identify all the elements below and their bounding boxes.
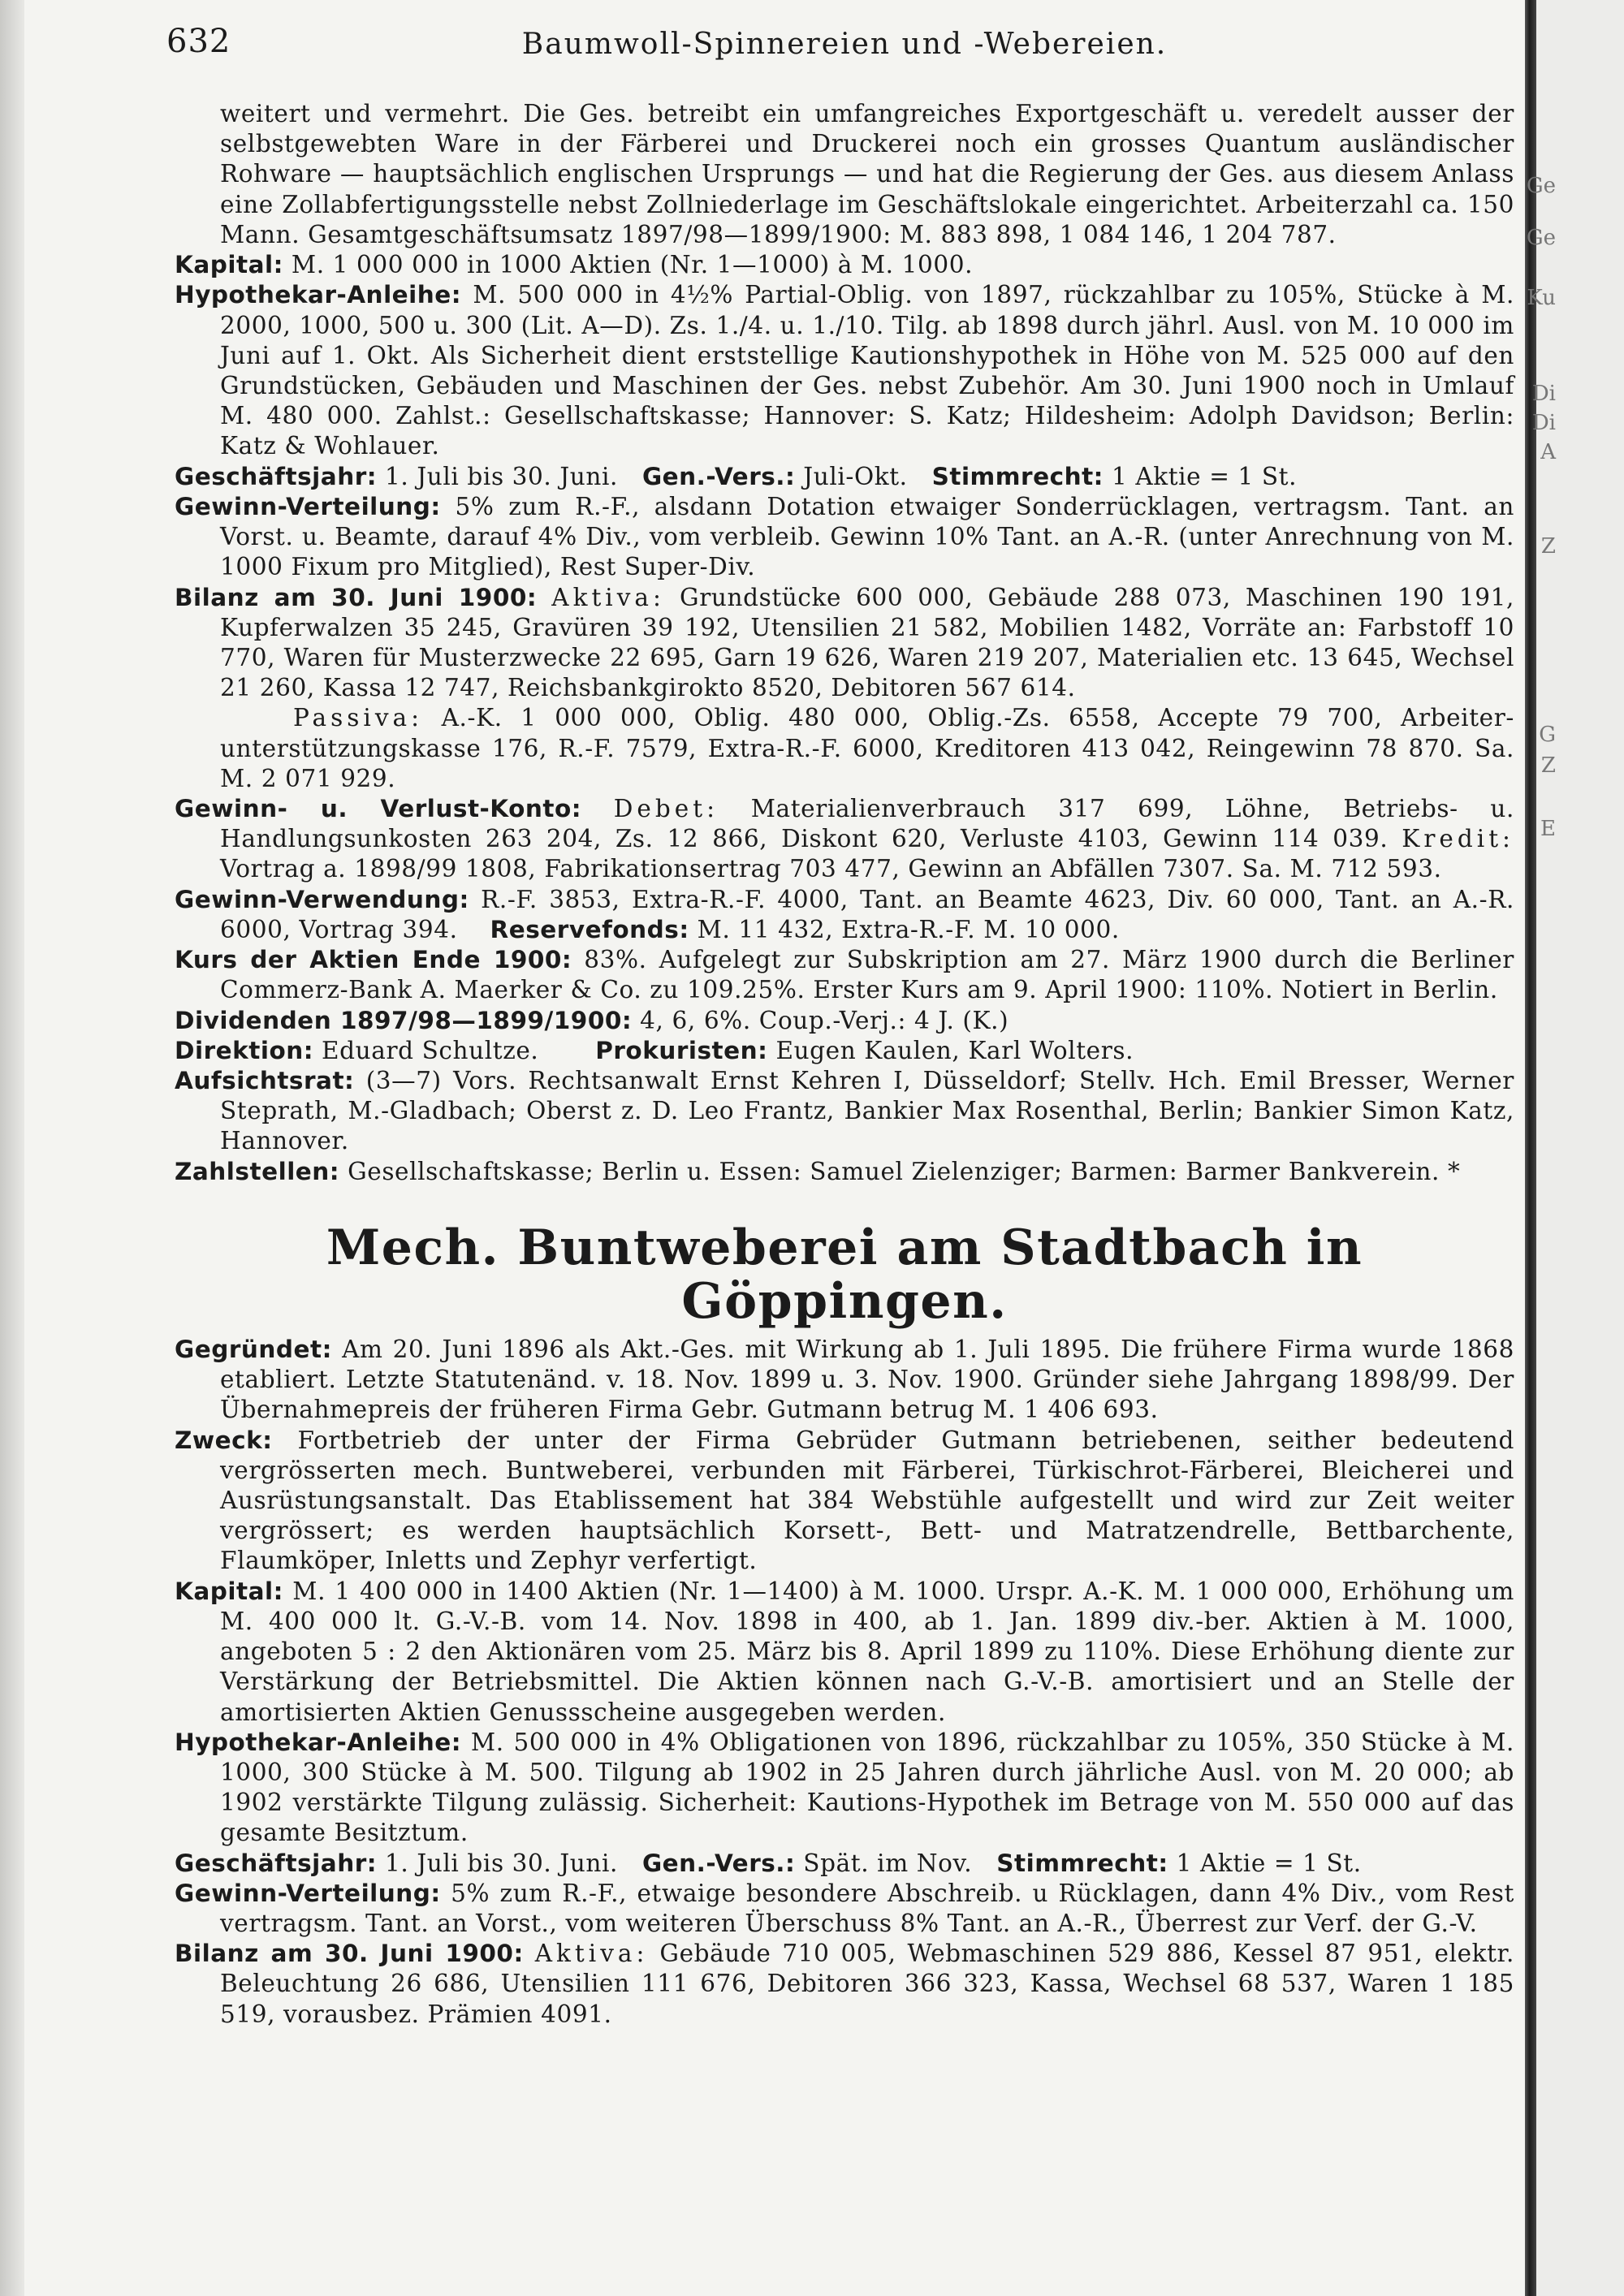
entry-label: Gewinn- u. Verlust-Konto: <box>175 795 582 823</box>
entry-bilanz <box>175 1939 1514 2030</box>
entry-text: Am 20. Juni 1896 als Akt.-Ges. mit Wirkung ab 1. Juli 1895. Die frühere Firma wurde 1868 etabliert. Letzte Statutenänd. v. 18. Nov. 1899 u. 3. Nov. 1900. Gründer siehe Jahrgang 1898/99. Der Übernahmepreis der früheren Firma Gebr. Gutmann betrug M. 1 406 693. <box>220 1335 1515 1424</box>
entry-label: Geschäftsjahr: <box>175 1849 378 1877</box>
entry-text: Gesellschaftskasse; Berlin u. Essen: Samuel Zielenziger; Barmen: Barmer Bankverein. * <box>348 1157 1461 1185</box>
aktiva-label: Aktiva: <box>534 1940 649 1968</box>
entry-label: Stimmrecht: <box>931 462 1104 490</box>
entry-geschaeftsjahr <box>175 1849 1514 1879</box>
entry-text: M. 1 000 000 in 1000 Aktien (Nr. 1—1000) à M. 1000. <box>291 251 974 279</box>
entry-gewinn-verlust-konto <box>175 794 1514 885</box>
entry-label: Reservefonds: <box>490 915 689 943</box>
right-page-margin <box>1536 0 1624 2296</box>
entry-text: A.-K. 1 000 000, Oblig. 480 000, Oblig.-Zs. 6558, Accepte 79 700, Arbeiter-unterstützungskasse 176, R.-F. 7579, Extra-R.-F. 6000, Kreditoren 413 042, Reingewinn 78 870. Sa. M. 2 071 929. <box>220 704 1515 792</box>
edge-fragment: Ge <box>1526 226 1556 250</box>
entry-geschaeftsjahr <box>175 462 1514 492</box>
entry-text: Gebäude 710 005, Webmaschinen 529 886, Kessel 87 951, elektr. Beleuchtung 26 686, Utensilien 111 676, Debitoren 366 323, Kassa, Wechsel 68 537, Waren 1 185 519, vorausbez. Prämien 4091. <box>220 1940 1514 2028</box>
edge-fragment: Di <box>1531 411 1556 435</box>
entry-label: Gewinn-Verteilung: <box>175 1879 441 1907</box>
company-description: weitert und vermehrt. Die Ges. betreibt ein umfangreiches Exportgeschäft u. veredelt ausser der selbstgewebten Ware in der Färberei und Druckerei noch ein grosses Quantum ausländischer Rohware — hauptsächlich englischen Ursprungs — und hat die Regierung der Ges. aus diesem Anlass eine Zollabfertigungsstelle nebst Zollniederlage im Geschäftslokale eingerichtet. Arbeiterzahl ca. 150 Mann. Gesamtgeschäftsumsatz 1897/98—1899/1900: M. 883 898, 1 084 146, 1 204 787. <box>220 100 1514 248</box>
entry-text: M. 11 432, Extra-R.-F. M. 10 000. <box>697 915 1120 943</box>
left-page-margin <box>0 0 24 2296</box>
edge-fragment: Z <box>1540 534 1556 559</box>
entry-label: Direktion: <box>175 1036 314 1064</box>
entry-label: Kurs der Aktien Ende 1900: <box>175 946 572 974</box>
entry-label: Hypothekar-Anleihe: <box>175 1728 462 1756</box>
running-head: Baumwoll-Spinnereien und -Webereien. <box>521 28 1168 61</box>
entry-zahlstellen <box>175 1157 1514 1187</box>
entry-label: Prokuristen: <box>595 1036 768 1064</box>
page-header <box>166 23 1514 63</box>
edge-fragment: Z <box>1540 753 1556 778</box>
entry-label: Gewinn-Verwendung: <box>175 885 469 913</box>
edge-fragment: Ge <box>1526 174 1556 198</box>
entry-kurs <box>175 945 1514 1005</box>
entry-label: Hypothekar-Anleihe: <box>175 281 462 309</box>
entry-label: Stimmrecht: <box>996 1849 1168 1877</box>
entry-hypothekar-anleihe <box>175 280 1514 461</box>
entry-text: 4, 6, 6%. Coup.-Verj.: 4 J. (K.) <box>640 1006 1009 1034</box>
entry-text: (3—7) Vors. Rechtsanwalt Ernst Kehren I, Düsseldorf; Stellv. Hch. Emil Bresser, Werner Steprath, M.-Gladbach; Oberst z. D. Leo Frantz, Bankier Max Rosenthal, Berlin; Bankier Simon Katz, Hannover. <box>220 1067 1514 1155</box>
entry-text: Juli-Okt. <box>803 462 908 490</box>
edge-fragment: A <box>1540 440 1556 464</box>
entry-passiva <box>175 703 1514 794</box>
entry-text: Materialienverbrauch 317 699, Löhne, Betriebs- u. Handlungsunkosten 263 204, Zs. 12 866, Diskont 620, Verluste 4103, Gewinn 114 039. <box>220 795 1514 853</box>
entry-aufsichtsrat <box>175 1066 1514 1157</box>
page-body <box>175 99 1514 2030</box>
entry-text: 1. Juli bis 30. Juni. <box>385 462 618 490</box>
entry-label: Geschäftsjahr: <box>175 462 378 490</box>
entry-label: Bilanz am 30. Juni 1900: <box>175 1940 524 1968</box>
entry-text: 1 Aktie = 1 St. <box>1176 1849 1362 1877</box>
entry-label: Gen.-Vers.: <box>641 462 796 490</box>
entry-kapital <box>175 250 1514 280</box>
entry-bilanz <box>175 583 1514 704</box>
entry-text: M. 500 000 in 4½% Partial-Oblig. von 1897, rückzahlbar zu 105%, Stücke à M. 2000, 1000, 500 u. 300 (Lit. A—D). Zs. 1./4. u. 1./10. Tilg. ab 1898 durch jährl. Ausl. von M. 10 000 im Juni auf 1. Okt. Als Sicherheit dient erststellige Kautionshypothek in Höhe von M. 525 000 auf den Grundstücken, Gebäuden und Maschinen der Ges. nebst Zubehör. Am 30. Juni 1900 noch in Umlauf M. 480 000. Zahlst.: Gesellschaftskasse; Hannover: S. Katz; Hildesheim: Adolph Davidson; Berlin: Katz & Wohlauer. <box>220 281 1514 460</box>
entry-text: Vortrag a. 1898/99 1808, Fabrikationsertrag 703 477, Gewinn an Abfällen 7307. Sa. M. 712 593. <box>220 855 1442 883</box>
entry-label: Gegründet: <box>175 1335 332 1363</box>
entry-text: Eduard Schultze. <box>322 1036 539 1064</box>
entry-gewinn-verwendung <box>175 885 1514 945</box>
entry-text: 83%. Aufgelegt zur Subskription am 27. März 1900 durch die Berliner Commerz-Bank A. Maerker & Co. zu 109.25%. Erster Kurs am 9. April 1900: 110%. Notiert in Berlin. <box>220 946 1514 1004</box>
entry-label: Dividenden 1897/98—1899/1900: <box>175 1006 633 1034</box>
entry-direktion <box>175 1036 1514 1066</box>
entry-text: 1. Juli bis 30. Juni. <box>385 1849 618 1877</box>
entry-zweck <box>175 1426 1514 1577</box>
entry-text: R.-F. 3853, Extra-R.-F. 4000, Tant. an Beamte 4623, Div. 60 000, Tant. an A.-R. 6000, Vortrag 394. <box>220 885 1514 943</box>
passiva-label: Passiva: <box>293 704 424 732</box>
entry-label: Zweck: <box>175 1426 273 1454</box>
entry-text: Eugen Kaulen, Karl Wolters. <box>775 1036 1134 1064</box>
entry-text: Fortbetrieb der unter der Firma Gebrüder Gutmann betriebenen, seither bedeutend vergrösserten mech. Buntweberei, verbunden mit Färberei, Türkischrot-Färberei, Bleicherei und Ausrüstungsanstalt. Das Etablissement hat 384 Webstühle aufgestellt und wird zur Zeit weiter vergrössert; es werden hauptsächlich Korsett-, Bett- und Matratzendrelle, Bettbarchente, Flaumköper, Inletts und Zephyr verfertigt. <box>220 1426 1514 1575</box>
entry-label: Kapital: <box>175 251 283 279</box>
kredit-label: Kredit: <box>1402 825 1514 853</box>
entry-gewinn-verteilung <box>175 492 1514 583</box>
entry-text: M. 500 000 in 4% Obligationen von 1896, rückzahlbar zu 105%, 350 Stücke à M. 1000, 300 Stücke à M. 500. Tilgung ab 1902 in 25 Jahren durch jährliche Ausl. von M. 20 000; ab 1902 verstärkte Tilgung zulässig. Sicherheit: Kautions-Hypothek im Betrage von M. 550 000 auf das gesamte Besitztum. <box>220 1728 1514 1847</box>
entry-text: Spät. im Nov. <box>803 1849 973 1877</box>
debet-label: Debet: <box>613 795 719 823</box>
edge-fragment: Ku <box>1527 286 1556 310</box>
entry-text: Grundstücke 600 000, Gebäude 288 073, Maschinen 190 191, Kupferwalzen 35 245, Gravüren 39 192, Utensilien 21 582, Mobilien 1482, Vorräte an: Farbstoff 10 770, Waren für Musterzwecke 22 695, Garn 19 626, Waren 219 207, Materialien etc. 13 645, Wechsel 21 260, Kassa 12 747, Reichsbankgirokto 8520, Debitoren 567 614. <box>220 583 1515 702</box>
binding-edge <box>1525 0 1536 2296</box>
page-number: 632 <box>166 23 231 60</box>
entry-kapital <box>175 1577 1514 1728</box>
edge-fragment: Di <box>1531 382 1556 406</box>
entry-label: Gewinn-Verteilung: <box>175 492 441 520</box>
entry-label: Gen.-Vers.: <box>641 1849 796 1877</box>
company-title: Mech. Buntweberei am Stadtbach in Göppingen. <box>326 1219 1363 1330</box>
entry-label: Aufsichtsrat: <box>175 1067 355 1094</box>
entry-label: Kapital: <box>175 1577 283 1605</box>
entry-label: Bilanz am 30. Juni 1900: <box>175 583 538 611</box>
edge-fragment: E <box>1540 817 1556 841</box>
entry-label: Zahlstellen: <box>175 1157 340 1185</box>
entry-text: 5% zum R.-F., alsdann Dotation etwaiger Sonderrücklagen, vertragsm. Tant. an Vorst. u. Beamte, darauf 4% Div., vom verbleib. Gewinn 10% Tant. an A.-R. (unter Anrechnung von M. 1000 Fixum pro Mitglied), Rest Super-Div. <box>220 492 1514 581</box>
entry-gegruendet <box>175 1335 1514 1426</box>
entry-text: 5% zum R.-F., etwaige besondere Abschreib. u Rücklagen, dann 4% Div., vom Rest vertragsm. Tant. an Vorst., vom weiteren Überschuss 8% Tant. an A.-R., Überrest zur Verf. der G.-V. <box>220 1879 1515 1938</box>
entry-dividenden <box>175 1006 1514 1036</box>
edge-fragment: G <box>1539 723 1556 747</box>
entry-text: 1 Aktie = 1 St. <box>1111 462 1298 490</box>
entry-hypothekar-anleihe <box>175 1728 1514 1849</box>
entry-gewinn-verteilung <box>175 1879 1514 1939</box>
aktiva-label: Aktiva: <box>551 583 665 611</box>
entry-text: M. 1 400 000 in 1400 Aktien (Nr. 1—1400) à M. 1000. Urspr. A.-K. M. 1 000 000, Erhöhung um M. 400 000 lt. G.-V.-B. vom 14. Nov. 1898 in 400, ab 1. Jan. 1899 div.-ber. Aktien à M. 1000, angeboten 5 : 2 den Aktionären vom 25. März bis 8. April 1899 zu 110%. Diese Erhöhung diente zur Verstärkung der Betriebsmittel. Die Aktien können nach G.-V.-B. amortisiert und an Stelle der amortisierten Aktien Genussscheine ausgegeben werden. <box>220 1577 1514 1726</box>
